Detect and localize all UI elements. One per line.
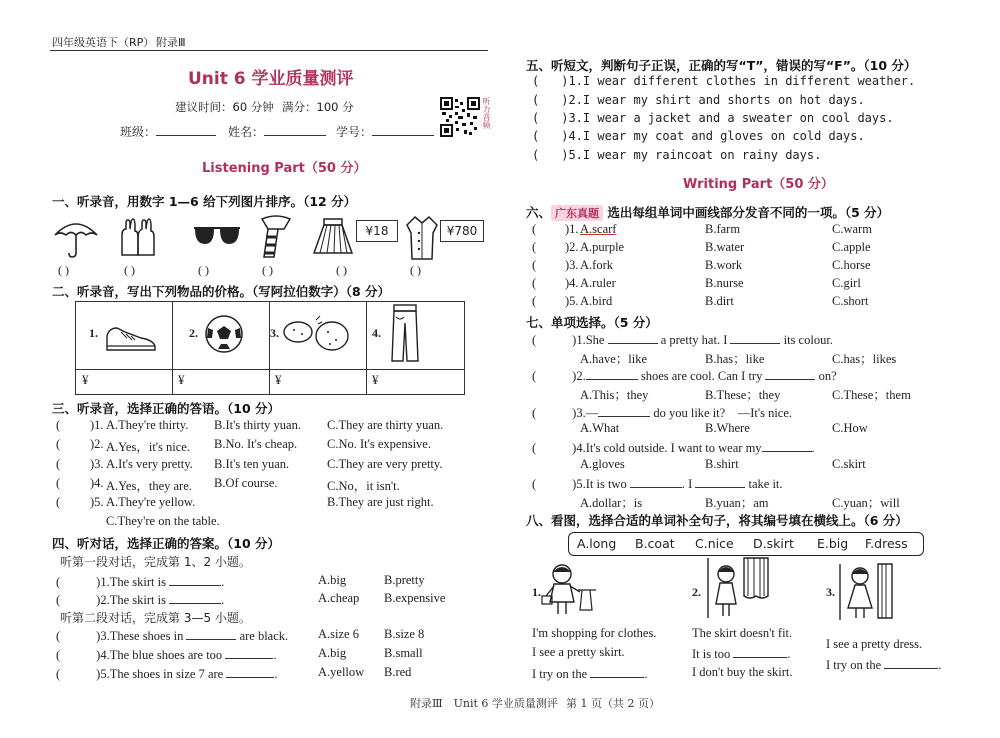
- s3-num-1: )1.: [90, 418, 104, 432]
- s7-option-1a: A.have；like: [580, 352, 647, 366]
- s8-col1-line3[interactable]: I try on the .: [532, 667, 648, 681]
- s6-option-3b: B.work: [705, 258, 743, 272]
- s3-option-3a: A.It's very pretty.: [106, 457, 193, 471]
- price-tag-780: ¥780: [440, 220, 484, 242]
- s6-question-3: (: [532, 258, 537, 272]
- s7-option-2b: B.These；they: [705, 388, 781, 402]
- s7-option-4a: A.gloves: [580, 457, 625, 471]
- s7-option-1c: C.has；likes: [832, 352, 897, 366]
- s3-option-4b: B.Of course.: [214, 476, 278, 490]
- section8-title: 八、看图，选择合适的单词补全句子，将其编号填在横线上。（6 分）: [526, 513, 908, 528]
- s6-option-5a: A.bird: [580, 294, 613, 308]
- time-label: 建议时间：60 分钟: [175, 100, 274, 114]
- s3-option-1a: A.They're thirty.: [106, 418, 189, 432]
- gloves-icon: [118, 215, 158, 259]
- price-yen-3[interactable]: ¥: [275, 372, 282, 387]
- s4-option-4a: A.big: [318, 646, 347, 660]
- item-label-2: 2.: [189, 326, 198, 340]
- s7-option-1b: B.has；like: [705, 352, 765, 366]
- header-rule: [50, 50, 488, 51]
- price-yen-4[interactable]: ¥: [372, 372, 379, 387]
- sneakers-icon: [103, 318, 159, 356]
- football-icon: [204, 314, 244, 354]
- s3-option-5a: A.They're yellow.: [106, 495, 196, 509]
- s6-option-2b: B.water: [705, 240, 745, 254]
- s4-option-3b: B.size 8: [384, 627, 425, 641]
- s4-option-1a: A.big: [318, 573, 347, 587]
- s3-option-4c: C.No，it isn't.: [327, 479, 400, 493]
- s7-option-3c: C.How: [832, 421, 868, 435]
- s3-num-3: )3.: [90, 457, 104, 471]
- s7-option-3a: A.What: [580, 421, 620, 435]
- s4-option-5a: A.yellow: [318, 665, 365, 679]
- s6-option-4c: C.girl: [832, 276, 861, 290]
- s6-option-4a: A.ruler: [580, 276, 616, 290]
- guangdong-tag: 广东真题: [551, 205, 603, 221]
- s6-question-2: (: [532, 240, 537, 254]
- pants-icon: [390, 303, 422, 365]
- dress-girl-icon: [838, 562, 894, 622]
- s3-option-2a: A.Yes，it's nice.: [106, 440, 190, 454]
- header-grade: 四年级英语下（RP）: [52, 36, 155, 49]
- s3-option-5b: B.They are just right.: [327, 495, 434, 509]
- s3-question-2: (: [56, 437, 61, 451]
- sunglasses-icon: [192, 222, 242, 252]
- s4-question-2: ( )2.The skirt is .: [56, 593, 225, 607]
- s7-option-2a: A.This；they: [580, 388, 649, 402]
- s3-question-3: (: [56, 457, 61, 471]
- s6-question-4: (: [532, 276, 537, 290]
- item-label-3: 3.: [270, 326, 279, 340]
- section6-title: 六、 广东真题 选出每组单词中画线部分发音不同的一项。（5 分）: [526, 205, 890, 220]
- order-blank-6[interactable]: ( ): [410, 263, 421, 277]
- word-option-a: A.long: [577, 536, 617, 551]
- s3-option-2c: C.No. It's expensive.: [327, 437, 431, 451]
- name-field[interactable]: 姓名：: [228, 123, 326, 140]
- s4-option-5b: B.red: [384, 665, 412, 679]
- s6-num-5: )5.: [565, 294, 579, 308]
- section4-title: 四、听对话，选择正确的答案。（10 分）: [52, 536, 280, 551]
- s3-option-1c: C.They are thirty yuan.: [327, 418, 444, 432]
- section3-title: 三、听录音，选择正确的答语。（10 分）: [52, 401, 280, 416]
- word-bank: [568, 532, 924, 556]
- shopping-girl-icon: [540, 560, 600, 618]
- price-yen-2[interactable]: ¥: [178, 372, 185, 387]
- umbrella-icon: [52, 215, 100, 259]
- skirt-icon: [312, 215, 354, 259]
- scarf-icon: [254, 213, 298, 261]
- s7-option-3b: B.Where: [705, 421, 750, 435]
- s3-option-3b: B.It's ten yuan.: [214, 457, 290, 471]
- s3-num-2: )2.: [90, 437, 104, 451]
- s8-col2-line3: I don't buy the skirt.: [692, 665, 793, 679]
- s7-option-2c: C.These；them: [832, 388, 911, 402]
- s3-option-1b: B.It's thirty yuan.: [214, 418, 301, 432]
- price-yen-1[interactable]: ¥: [82, 372, 89, 387]
- s3-option-2b: B.No. It's cheap.: [214, 437, 298, 451]
- s3-question-1: (: [56, 418, 61, 432]
- s4-subtitle-1: 听第一段对话，完成第 1、2 小题。: [60, 555, 251, 569]
- footer-title: 附录Ⅲ Unit 6 学业质量测评: [410, 697, 558, 710]
- s6-num-2: )2.: [565, 240, 579, 254]
- s3-option-3c: C.They are very pretty.: [327, 457, 443, 471]
- s7-question-1: ( )1.She a pretty hat. I its colour.: [532, 333, 833, 347]
- s7-option-5c: C.yuan；will: [832, 496, 900, 510]
- potatoes-icon: [280, 312, 356, 356]
- s6-option-2a: A.purple: [580, 240, 625, 254]
- student-id-field[interactable]: 学号：: [336, 123, 434, 140]
- s3-option-5c: C.They're on the table.: [106, 514, 220, 528]
- s6-option-1a: A.scarf: [580, 222, 617, 236]
- footer-page: 第 1 页（共 2 页）: [566, 697, 660, 710]
- s4-subtitle-2: 听第二段对话，完成第 3—5 小题。: [60, 611, 251, 625]
- s6-num-4: )4.: [565, 276, 579, 290]
- word-option-b: B.coat: [635, 536, 675, 551]
- item-label-4: 4.: [372, 326, 381, 340]
- s8-col3-line1: I see a pretty dress.: [826, 637, 923, 651]
- section1-title: 一、听录音，用数字 1—6 给下列图片排序。（12 分）: [52, 194, 357, 209]
- s6-num-3: )3.: [565, 258, 579, 272]
- order-blank-2[interactable]: ( ): [124, 263, 135, 277]
- picture-label-2: 2.: [692, 585, 701, 599]
- s3-question-5: (: [56, 495, 61, 509]
- s7-question-3: ( )3.— do you like it? —It's nice.: [532, 406, 793, 420]
- s6-question-5: (: [532, 294, 537, 308]
- header-appendix: 附录Ⅲ: [156, 36, 186, 49]
- s4-question-5: ( )5.The shoes in size 7 are .: [56, 667, 278, 681]
- fitting-room-girl-icon: [704, 556, 770, 620]
- s5-statement-4: ( )4.I wear my coat and gloves on cold days.: [532, 129, 865, 143]
- s4-question-1: ( )1.The skirt is .: [56, 575, 225, 589]
- s4-option-4b: B.small: [384, 646, 423, 660]
- s3-num-4: )4.: [90, 476, 104, 490]
- s6-option-1c: C.warm: [832, 222, 872, 236]
- s5-statement-3: ( )3.I wear a jacket and a sweater on cool days.: [532, 111, 894, 125]
- s4-option-3a: A.size 6: [318, 627, 359, 641]
- s3-option-4a: A.Yes，they are.: [106, 479, 192, 493]
- s6-option-5c: C.short: [832, 294, 869, 308]
- s7-question-2: ( )2. shoes are cool. Can I try on?: [532, 369, 837, 383]
- s8-col3-line2[interactable]: I try on the .: [826, 658, 942, 672]
- s6-option-3a: A.fork: [580, 258, 613, 272]
- section7-title: 七、单项选择。（5 分）: [526, 315, 658, 330]
- score-label: 满分：100 分: [282, 100, 354, 114]
- order-blank-4[interactable]: ( ): [262, 263, 273, 277]
- word-option-e: E.big: [817, 536, 849, 551]
- s4-question-3: ( )3.These shoes in are black.: [56, 629, 289, 643]
- s6-num-1: )1.: [565, 222, 579, 236]
- s5-statement-1: ( )1.I wear different clothes in different weather.: [532, 74, 916, 88]
- s3-question-4: (: [56, 476, 61, 490]
- coat-icon: [405, 213, 439, 261]
- price-tag-18: ¥18: [356, 220, 398, 242]
- s6-option-4b: B.nurse: [705, 276, 744, 290]
- order-blank-1[interactable]: ( ): [58, 263, 69, 277]
- section2-title: 二、听录音，写出下列物品的价格。（写阿拉伯数字）（8 分）: [52, 284, 391, 299]
- s8-col2-line2[interactable]: It is too .: [692, 647, 791, 661]
- s6-question-1: (: [532, 222, 537, 236]
- s8-col2-line1: The skirt doesn't fit.: [692, 626, 793, 640]
- word-option-d: D.skirt: [753, 536, 794, 551]
- section5-title: 五、听短文，判断句子正误，正确的写“T”，错误的写“F”。（10 分）: [526, 58, 917, 73]
- s5-statement-2: ( )2.I wear my shirt and shorts on hot days.: [532, 93, 865, 107]
- qr-label: 听力音频: [482, 97, 491, 129]
- word-option-c: C.nice: [695, 536, 734, 551]
- s7-question-5: ( )5.It is two . I take it.: [532, 477, 783, 491]
- page-title: Unit 6 学业质量测评: [188, 69, 354, 89]
- s8-col1-line1: I'm shopping for clothes.: [532, 626, 657, 640]
- order-blank-3[interactable]: ( ): [198, 263, 209, 277]
- order-blank-5[interactable]: ( ): [336, 263, 347, 277]
- s7-option-5b: B.yuan；am: [705, 496, 769, 510]
- qr-code-icon[interactable]: [440, 97, 480, 137]
- item-label-1: 1.: [89, 326, 98, 340]
- s3-num-5: )5.: [90, 495, 104, 509]
- s7-option-5a: A.dollar；is: [580, 496, 643, 510]
- s7-option-4b: B.shirt: [705, 457, 739, 471]
- s6-option-3c: C.horse: [832, 258, 871, 272]
- picture-label-3: 3.: [826, 585, 835, 599]
- s6-option-1b: B.farm: [705, 222, 741, 236]
- s7-option-4c: C.skirt: [832, 457, 866, 471]
- s4-option-2a: A.cheap: [318, 591, 360, 605]
- s8-col1-line2: I see a pretty skirt.: [532, 645, 625, 659]
- s4-option-1b: B.pretty: [384, 573, 425, 587]
- s6-option-2c: C.apple: [832, 240, 871, 254]
- class-field[interactable]: 班级：: [120, 123, 216, 140]
- picture-label-1: 1.: [532, 585, 541, 599]
- s4-option-2b: B.expensive: [384, 591, 446, 605]
- word-option-f: F.dress: [865, 536, 908, 551]
- s4-question-4: ( )4.The blue shoes are too .: [56, 648, 277, 662]
- s7-question-4: ( )4.It's cold outside. I want to wear my .: [532, 441, 815, 455]
- writing-part-title: Writing Part（50 分）: [683, 177, 834, 192]
- listening-part-title: Listening Part（50 分）: [202, 161, 367, 176]
- s6-option-5b: B.dirt: [705, 294, 734, 308]
- s5-statement-5: ( )5.I wear my raincoat on rainy days.: [532, 148, 822, 162]
